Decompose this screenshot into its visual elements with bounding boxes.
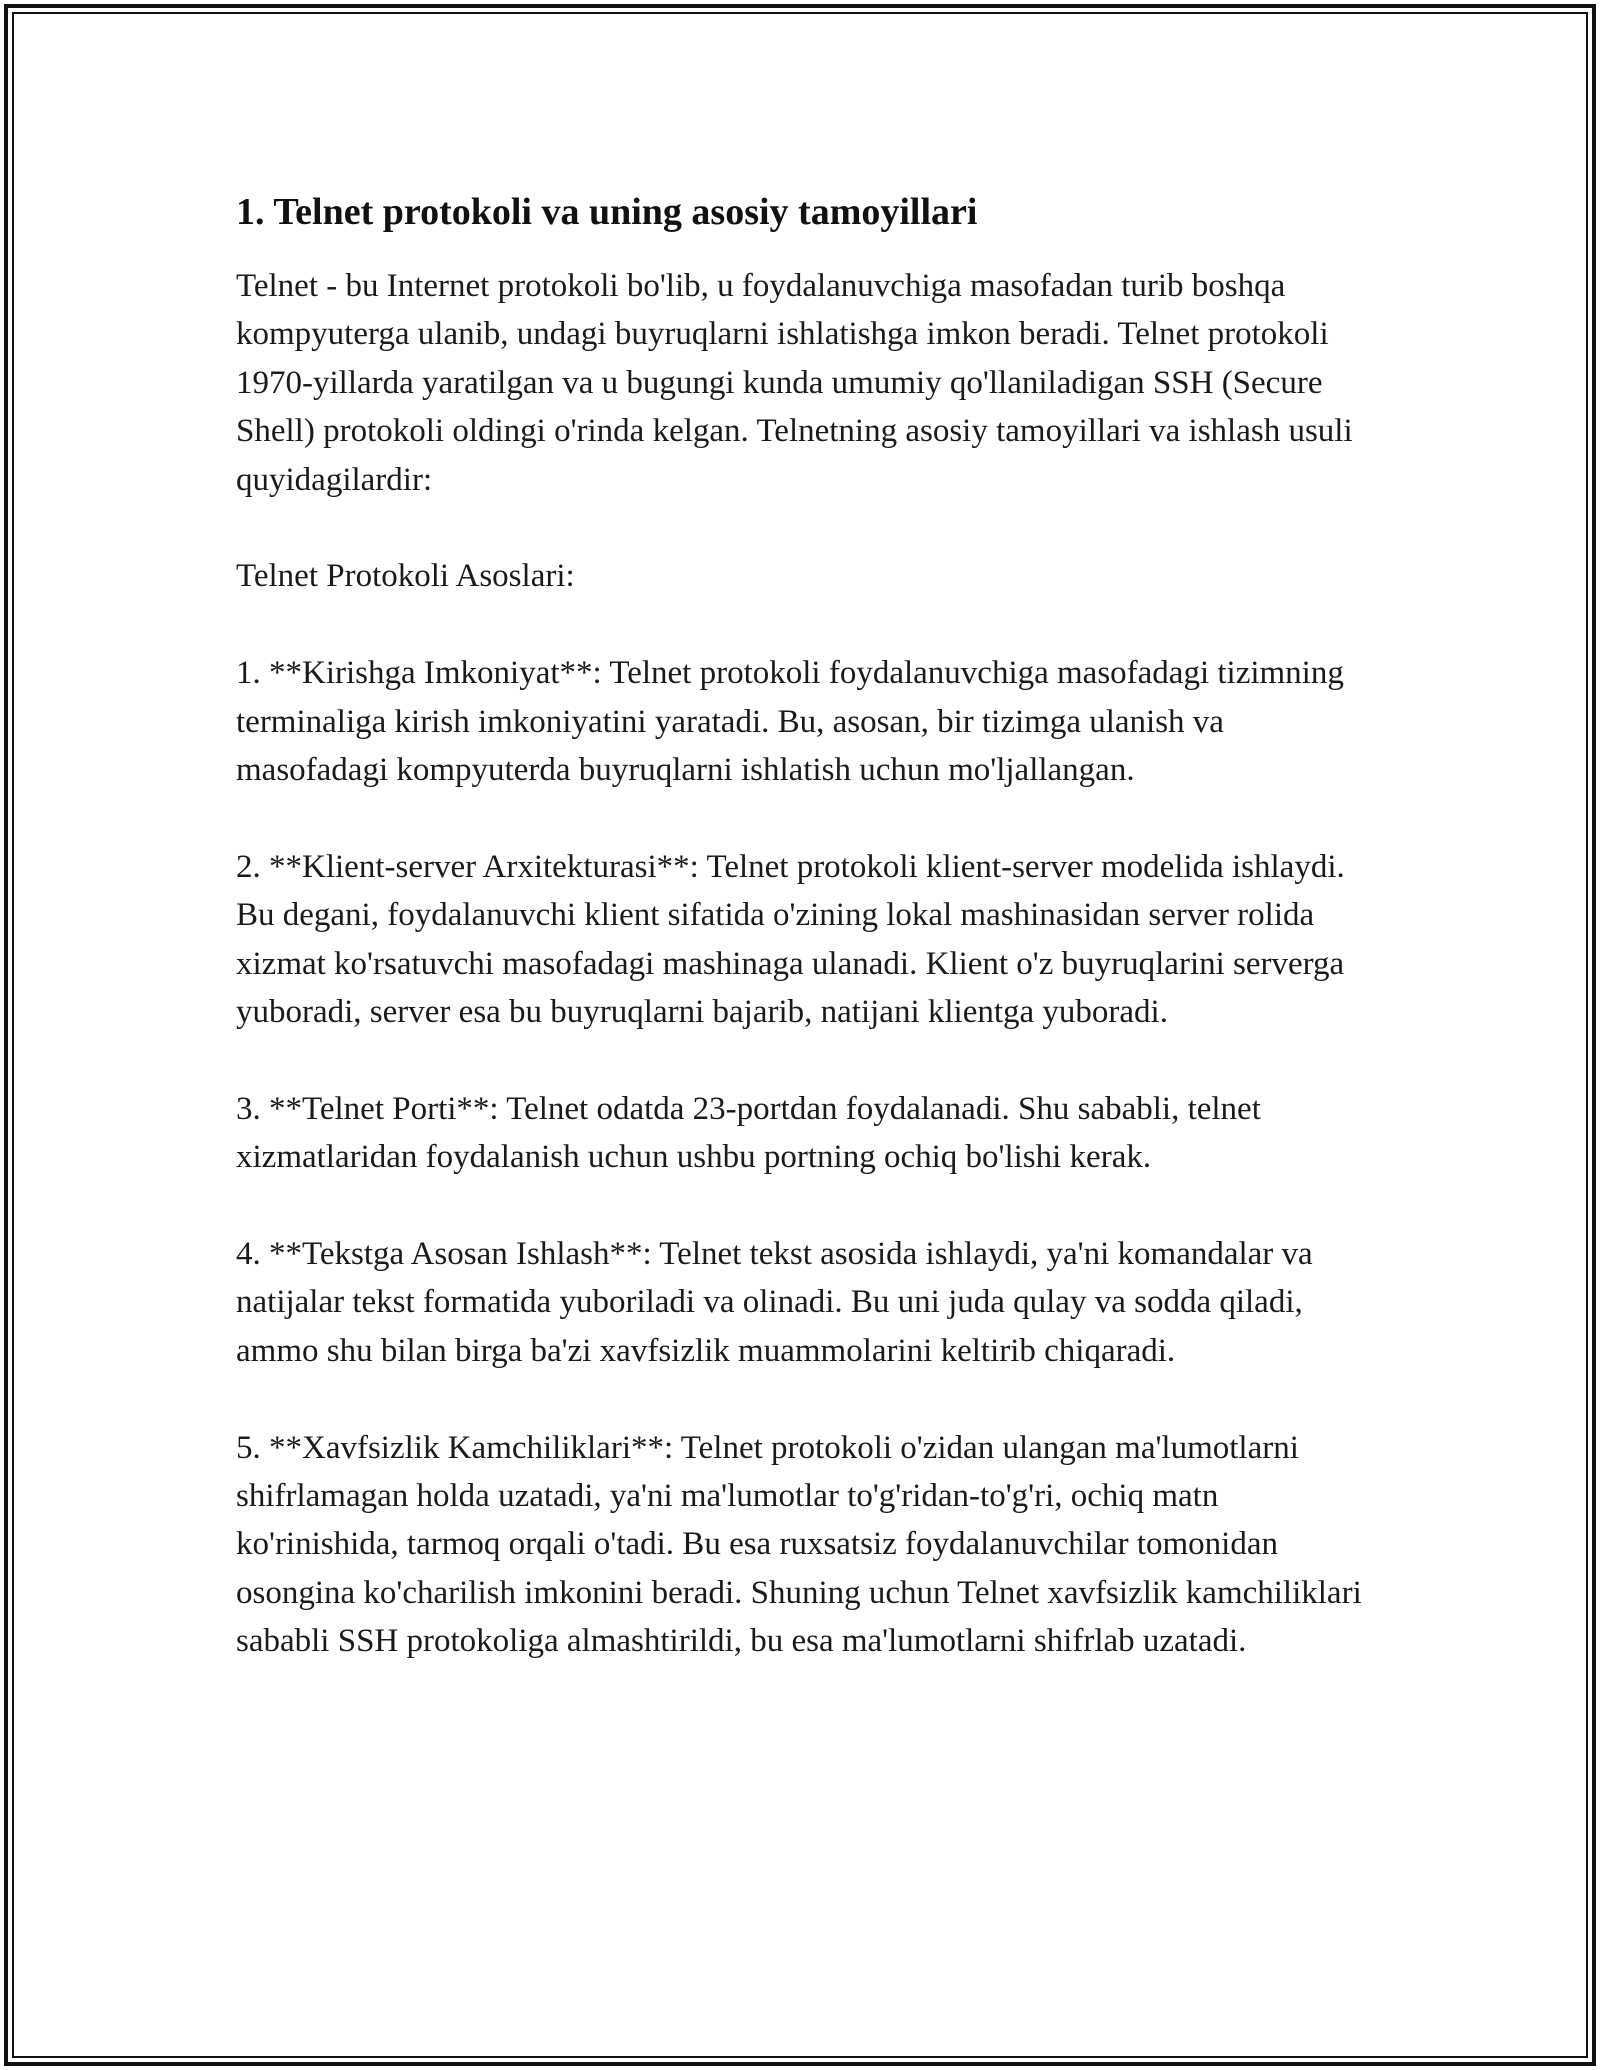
- document-body: [236, 186, 1376, 1666]
- document-title: 1. Telnet protokoli va uning asosiy tamoyillari: [236, 191, 978, 233]
- list-item-access: 1. **Kirishga Imkoniyat**: Telnet protokoli foydalanuvchiga masofadagi tizimning terminaliga kirish imkoniyatini yaratadi. Bu, asosan, bir tizimga ulanish va masofadagi kompyuterda buyruqlarni ishlatish uchun mo'ljallangan.: [236, 655, 1344, 789]
- list-item-security: 5. **Xavfsizlik Kamchiliklari**: Telnet protokoli o'zidan ulangan ma'lumotlarni shifrlamagan holda uzatadi, ya'ni ma'lumotlar to'g'ridan-to'g'ri, ochiq matn ko'rinishida, tarmoq orqali o'tadi. Bu esa ruxsatsiz foydalanuvchilar tomonidan osongina ko'charilish imkonini beradi. Shuning uchun Telnet xavfsizlik kamchiliklari sababli SSH protokoliga almashtirildi, bu esa ma'lumotlarni shifrlab uzatadi.: [236, 1429, 1362, 1660]
- list-item-text-based: 4. **Tekstga Asosan Ishlash**: Telnet tekst asosida ishlaydi, ya'ni komandalar va natijalar tekst formatida yuboriladi va olinadi. Bu uni juda qulay va sodda qiladi, ammo shu bilan birga ba'zi xavfsizlik muammolarini keltirib chiqaradi.: [236, 1236, 1313, 1369]
- intro-paragraph: Telnet - bu Internet protokoli bo'lib, u foydalanuvchiga masofadan turib boshqa kompyuterga ulanib, undagi buyruqlarni ishlatishga imkon beradi. Telnet protokoli 1970-yillarda yaratilgan va u bugungi kunda umumiy qo'llaniladigan SSH (Secure Shell) protokoli oldingi o'rinda kelgan. Telnetning asosiy tamoyillari va ishlash usuli quyidagilardir:: [236, 268, 1353, 498]
- section-heading: Telnet Protokoli Asoslari:: [236, 558, 575, 595]
- list-item-client-server: 2. **Klient-server Arxitekturasi**: Telnet protokoli klient-server modelida ishlaydi. Bu degani, foydalanuvchi klient sifatida o'zining lokal mashinasidan server rolida xizmat ko'rsatuvchi masofadagi mashinaga ulanadi. Klient o'z buyruqlarini serverga yuboradi, server esa bu buyruqlarni bajarib, natijani klientga yuboradi.: [236, 848, 1345, 1031]
- list-item-port: 3. **Telnet Porti**: Telnet odatda 23-portdan foydalanadi. Shu sababli, telnet xizmatlaridan foydalanish uchun ushbu portning ochiq bo'lishi kerak.: [236, 1090, 1261, 1176]
